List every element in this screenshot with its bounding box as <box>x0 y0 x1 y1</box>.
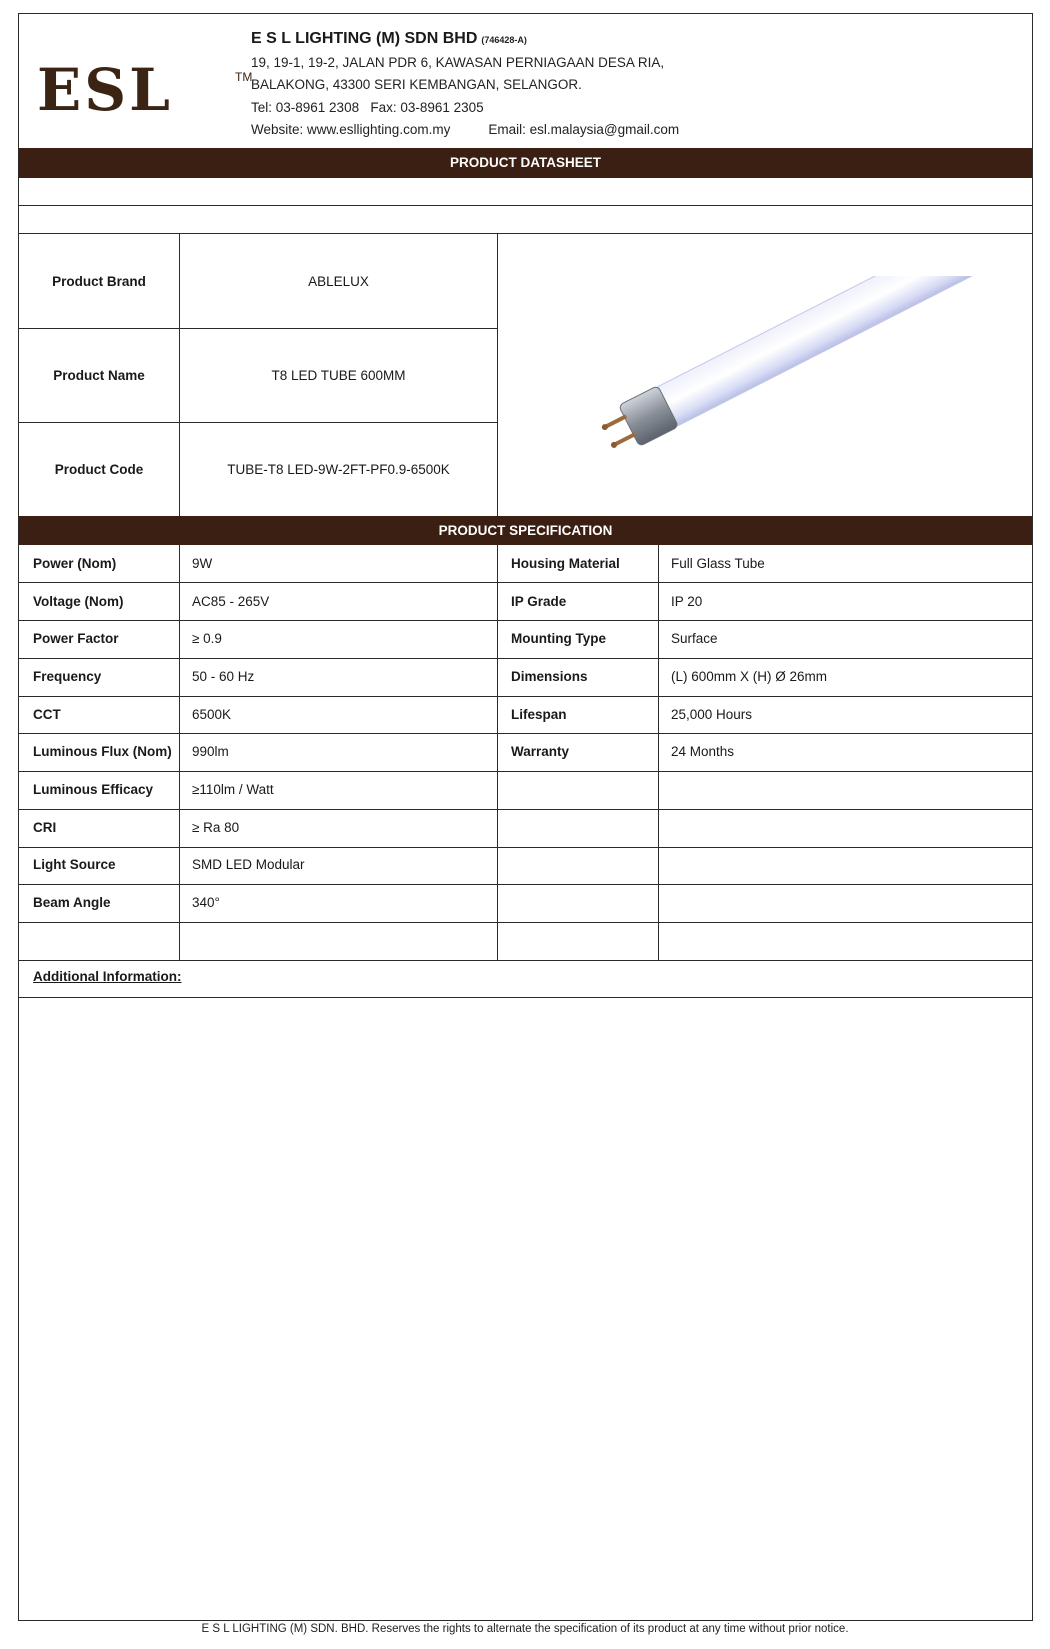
spec-value: 340° <box>192 895 220 910</box>
divider <box>19 997 1032 998</box>
divider <box>179 545 180 960</box>
spec-label: CRI <box>33 820 57 835</box>
web-email-row <box>251 119 679 142</box>
website-link[interactable]: Website: www.esllighting.com.my <box>251 122 451 137</box>
company-reg-no: (746428-A) <box>481 35 527 45</box>
spec-value: (L) 600mm X (H) Ø 26mm <box>671 669 828 684</box>
spec-value: Surface <box>671 631 718 646</box>
spec-label: Warranty <box>511 744 570 759</box>
esl-logo <box>37 50 253 130</box>
spec-label: Voltage (Nom) <box>33 594 124 609</box>
product-name-value: T8 LED TUBE 600MM <box>271 368 406 383</box>
spec-label: Mounting Type <box>511 631 606 646</box>
email-link[interactable]: Email: esl.malaysia@gmail.com <box>488 122 680 137</box>
product-image-led-tube <box>559 276 1019 496</box>
spec-label: Lifespan <box>511 707 567 722</box>
divider <box>497 234 498 516</box>
divider <box>19 696 1032 697</box>
divider <box>658 545 659 960</box>
spec-value: 6500K <box>192 707 232 722</box>
spec-label: Frequency <box>33 669 102 684</box>
divider <box>19 658 1032 659</box>
tel-fax: Tel: 03-8961 2308 Fax: 03-8961 2305 <box>251 99 484 115</box>
product-code-label: Product Code <box>54 462 144 477</box>
logo-trademark: TM <box>235 70 253 84</box>
spec-label: Luminous Flux (Nom) <box>33 744 172 759</box>
spec-title: PRODUCT SPECIFICATION <box>438 523 613 538</box>
divider <box>19 620 1032 621</box>
datasheet-page <box>18 13 1033 1621</box>
divider <box>19 771 1032 772</box>
spec-value: 990lm <box>192 744 229 759</box>
spec-label: Power Factor <box>33 631 119 646</box>
company-name: E S L LIGHTING (M) SDN BHD <box>251 30 478 47</box>
company-info <box>251 28 679 142</box>
divider <box>497 545 498 960</box>
spec-label: Beam Angle <box>33 895 111 910</box>
divider <box>19 809 1032 810</box>
additional-info-label: Additional Information: <box>33 969 182 984</box>
spec-value: AC85 - 265V <box>192 594 270 609</box>
divider <box>19 960 1032 961</box>
spec-value: IP 20 <box>671 594 703 609</box>
datasheet-title-band <box>19 148 1032 178</box>
spec-label: Luminous Efficacy <box>33 782 154 797</box>
spec-title-band <box>19 516 1032 545</box>
spec-value: 50 - 60 Hz <box>192 669 255 684</box>
divider <box>19 582 1032 583</box>
spec-label: Housing Material <box>511 556 620 571</box>
address-line-2: BALAKONG, 43300 SERI KEMBANGAN, SELANGOR. <box>251 77 582 92</box>
product-name-label: Product Name <box>53 368 145 383</box>
spec-label: Dimensions <box>511 669 588 684</box>
header <box>19 14 1032 157</box>
divider <box>19 205 1032 206</box>
spec-label: CCT <box>33 707 61 722</box>
spec-label: Power (Nom) <box>33 556 117 571</box>
spec-value: ≥110lm / Watt <box>192 782 274 797</box>
spec-value: Full Glass Tube <box>671 556 765 571</box>
spec-label: IP Grade <box>511 594 567 609</box>
spec-value: SMD LED Modular <box>192 857 305 872</box>
datasheet-title: PRODUCT DATASHEET <box>450 155 601 170</box>
product-brand-value: ABLELUX <box>308 273 369 289</box>
spec-value: ≥ Ra 80 <box>192 820 240 835</box>
divider <box>19 847 1032 848</box>
logo-text: ESL <box>37 56 173 124</box>
divider <box>19 922 1032 923</box>
product-code-value: TUBE-T8 LED-9W-2FT-PF0.9-6500K <box>227 462 450 477</box>
spec-value: 24 Months <box>671 744 735 759</box>
footer-disclaimer: E S L LIGHTING (M) SDN. BHD. Reserves the rights to alternate the specification of its product at any time without prior notice. <box>201 1623 849 1635</box>
spec-value: ≥ 0.9 <box>192 631 222 646</box>
spec-value: 9W <box>192 556 213 571</box>
product-brand-label: Product Brand <box>52 273 146 289</box>
address-line-1: 19, 19-1, 19-2, JALAN PDR 6, KAWASAN PERNIAGAAN DESA RIA, <box>251 54 665 70</box>
spec-value: 25,000 Hours <box>671 707 753 722</box>
divider <box>19 733 1032 734</box>
divider <box>19 884 1032 885</box>
spec-label: Light Source <box>33 857 116 872</box>
